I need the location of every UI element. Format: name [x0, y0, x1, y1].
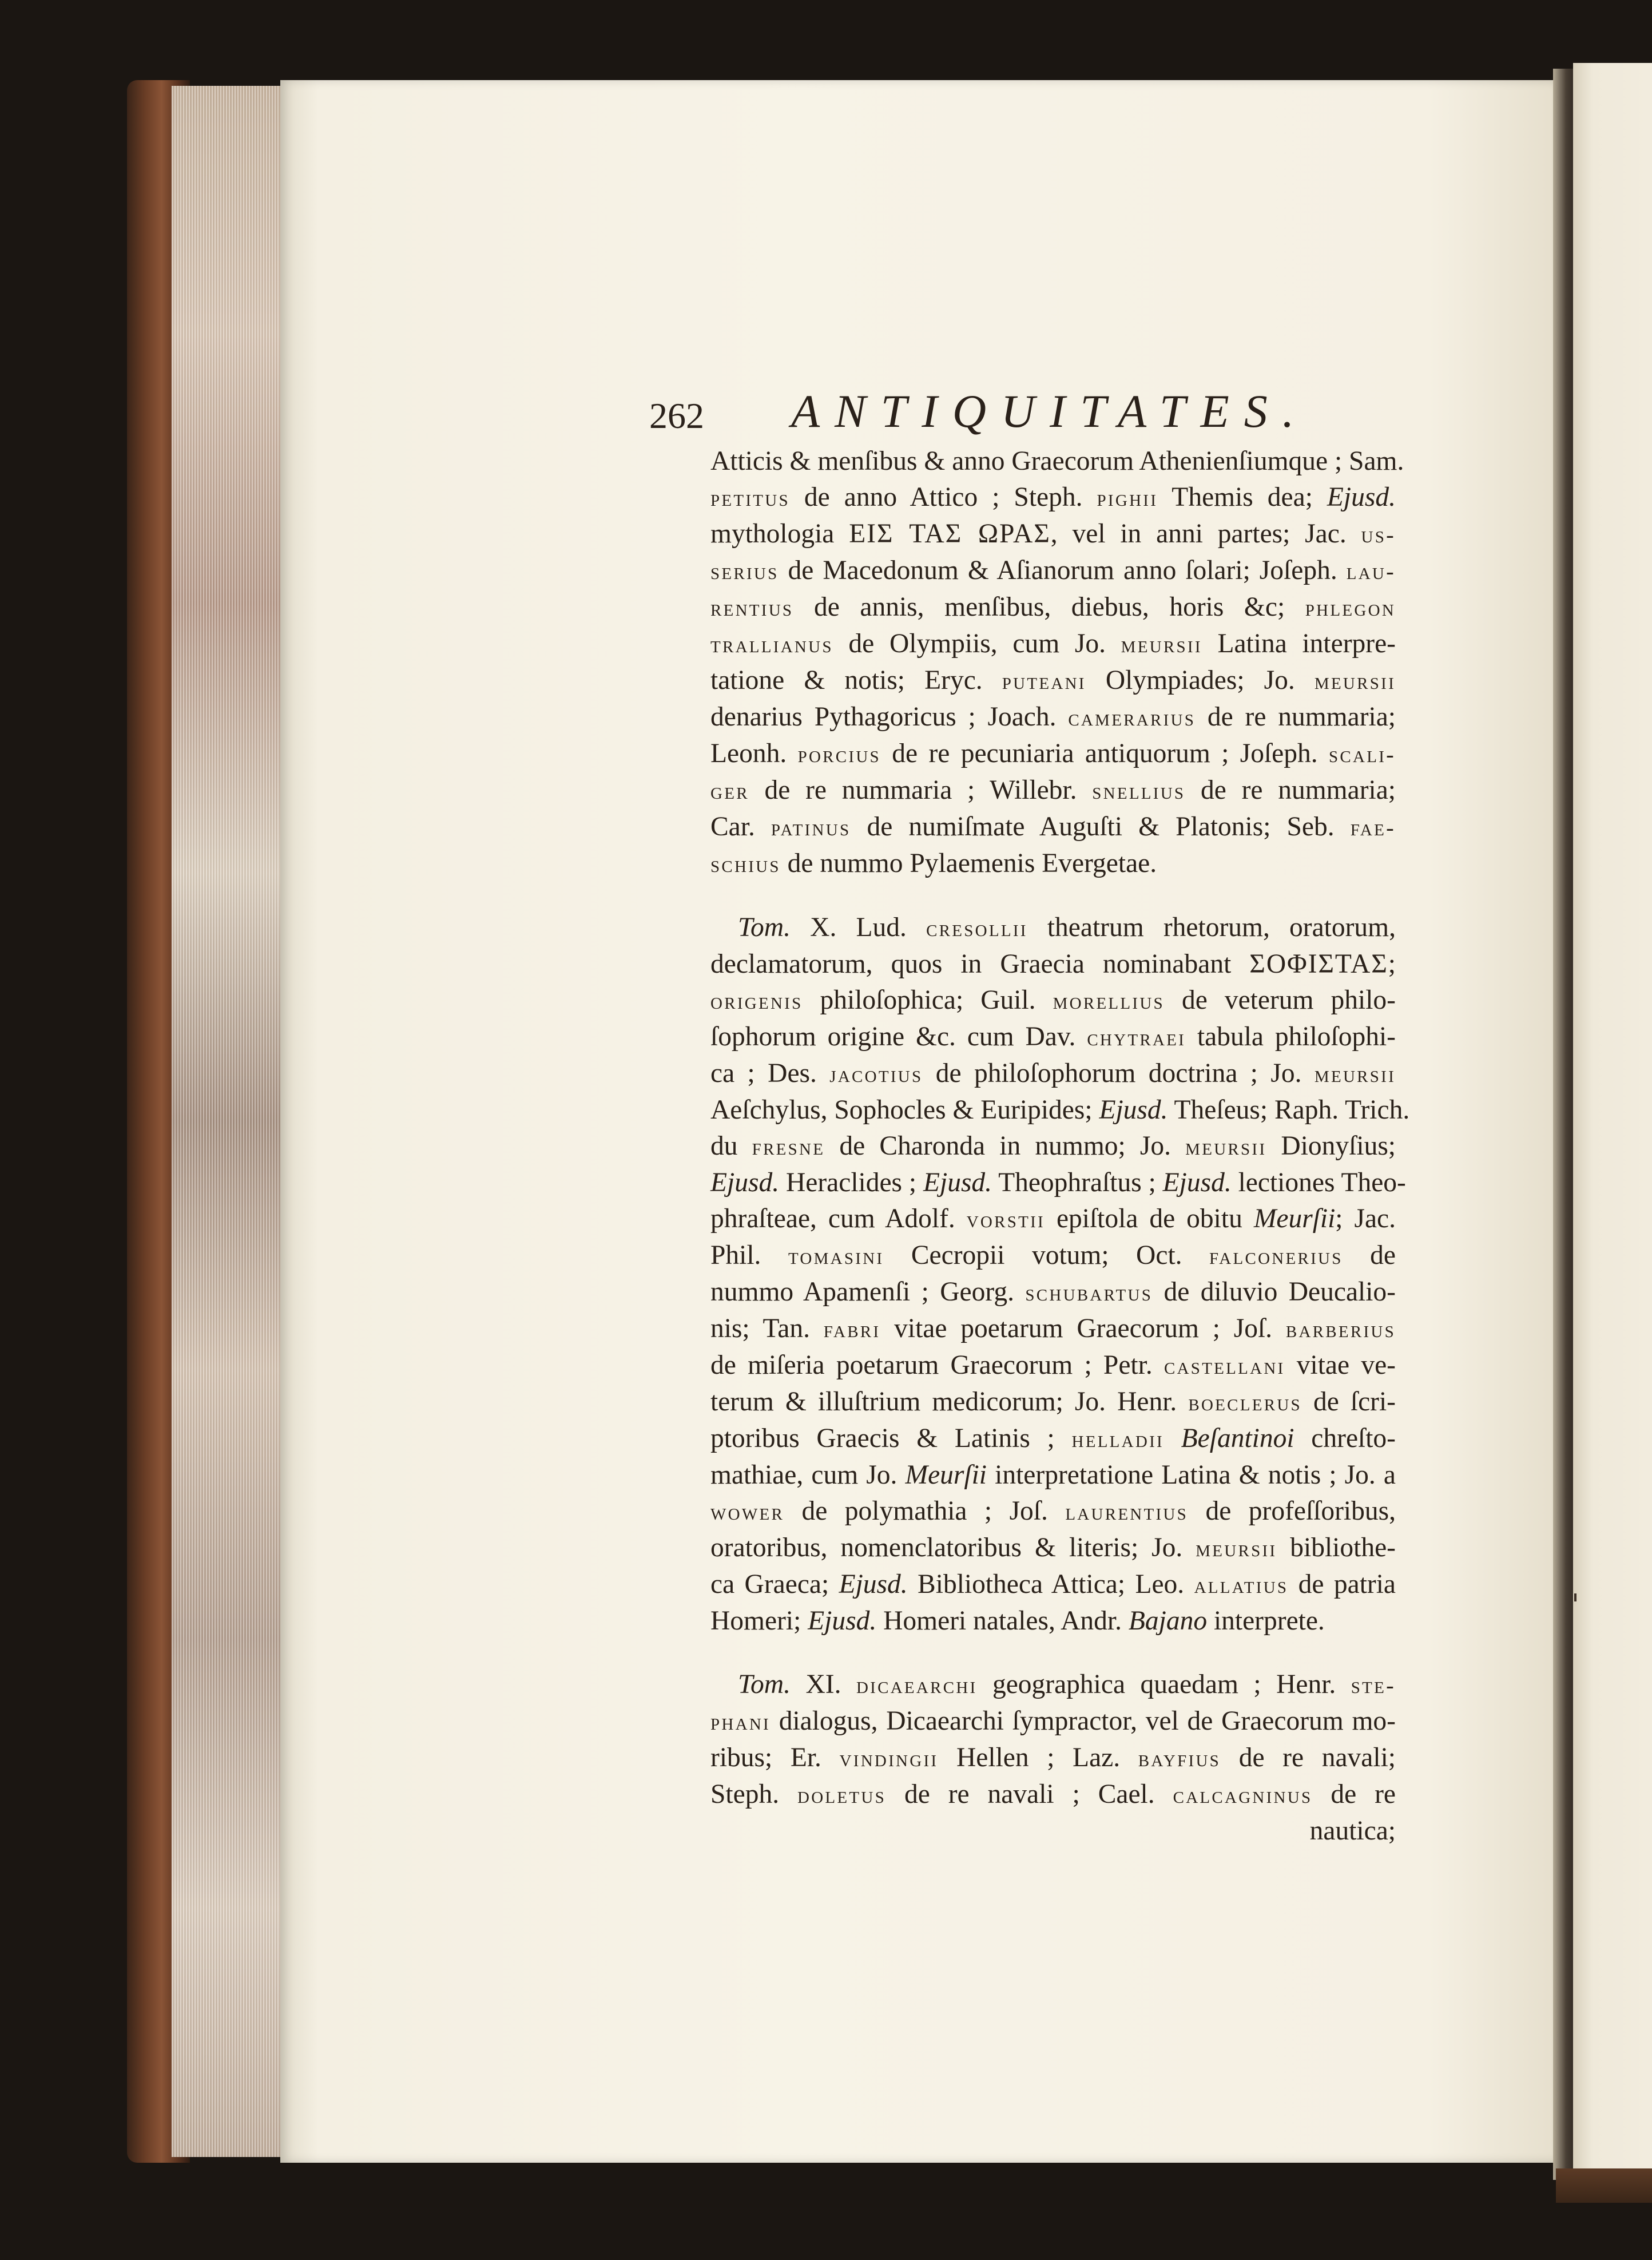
text-line — [710, 946, 1396, 982]
text-run: de re pecuniaria antiquorum ; Joſeph. — [880, 739, 1329, 768]
text-run: calcagninus — [1173, 1782, 1313, 1808]
text-run: ger — [710, 778, 749, 804]
text-run: tatione & notis; Eryc. — [710, 665, 1002, 695]
text-run: epiſtola de obitu — [1045, 1204, 1254, 1234]
text-line — [710, 736, 1396, 772]
text-run: vindingii — [839, 1746, 939, 1771]
text-line — [710, 516, 1396, 553]
text-run: nis; Tan. — [710, 1314, 824, 1343]
text-run: de re — [1312, 1779, 1396, 1809]
text-line — [710, 663, 1396, 699]
text-run: schius — [710, 851, 781, 877]
text-run: dicaearchi — [856, 1672, 978, 1698]
text-run: fabri — [823, 1317, 881, 1342]
text-line — [710, 553, 1396, 589]
text-run: cresollii — [926, 915, 1028, 941]
text-line — [710, 1603, 1396, 1639]
text-run: patinus — [771, 815, 851, 840]
text-run: denarius Pythagoricus ; Joach. — [710, 702, 1069, 732]
text-line — [710, 1019, 1396, 1056]
text-run: ste- — [1351, 1672, 1396, 1698]
text-run: castellani — [1163, 1353, 1285, 1379]
text-run: ptoribus Graecis & Latinis ; — [710, 1424, 1072, 1453]
text-line — [710, 1777, 1396, 1813]
text-run: Dionyſius; — [1266, 1131, 1396, 1161]
text-run: dialogus, Dicaearchi ſympractor, vel de Graecorum mo- — [770, 1706, 1396, 1736]
text-run: du — [710, 1131, 752, 1161]
text-line — [710, 1567, 1396, 1603]
text-run: snellius — [1092, 778, 1186, 804]
text-run: de patria — [1288, 1569, 1396, 1599]
paragraph-tom-x — [710, 910, 1410, 1639]
text-run: laurentius — [1065, 1499, 1189, 1525]
text-run: allatius — [1194, 1572, 1289, 1598]
text-run: barberius — [1285, 1317, 1396, 1342]
text-run: lectiones Theo- — [1231, 1168, 1406, 1198]
text-run: ca ; Des. — [710, 1058, 830, 1088]
text-run: Theophraſtus ; — [992, 1168, 1163, 1198]
text-run: de veterum philo- — [1164, 985, 1396, 1015]
page-edges — [172, 86, 286, 2157]
text-line — [710, 1530, 1396, 1567]
text-line — [710, 1311, 1396, 1347]
text-run: terum & illuſtrium medicorum; Jo. Henr. — [710, 1387, 1189, 1417]
text-run: phlegon — [1305, 595, 1396, 621]
text-line — [710, 846, 1396, 882]
text-run: meursii — [1314, 1061, 1396, 1087]
text-run: Hellen ; Laz. — [938, 1743, 1138, 1773]
text-run: de Olympiis, cum Jo. — [833, 629, 1121, 659]
text-run: Ejusd. — [710, 1168, 780, 1198]
text-run: wower — [710, 1499, 785, 1525]
text-run: Meurſii — [1253, 1204, 1336, 1234]
text-run: porcius — [797, 742, 881, 767]
text-run: pighii — [1097, 485, 1158, 511]
text-run: Car. — [710, 812, 771, 842]
text-line — [710, 443, 1404, 479]
text-run: Heraclides ; — [779, 1168, 923, 1198]
text-line — [710, 1421, 1396, 1457]
text-run: fresne — [752, 1134, 825, 1160]
text-line — [710, 1493, 1396, 1530]
text-run: ΣΟΦΙΣΤΑΣ — [1249, 949, 1388, 979]
text-run: meursii — [1314, 668, 1396, 694]
text-line — [710, 1703, 1396, 1740]
text-run: petitus — [710, 485, 790, 511]
text-run: Theſeus; Raph. Trich. — [1167, 1095, 1410, 1125]
text-run: Ejusd. — [1327, 482, 1396, 512]
text-line — [710, 772, 1396, 809]
text-run: Meurſii — [905, 1460, 987, 1490]
text-run: de numiſmate Auguſti & Platonis; Seb. — [851, 812, 1351, 842]
text-run: Tom. — [738, 1670, 791, 1699]
text-run: Ejusd. — [1099, 1095, 1168, 1125]
text-run: Ejusd. — [923, 1168, 992, 1198]
text-run: X. Lud. — [791, 913, 927, 942]
text-line — [710, 1347, 1396, 1384]
text-line — [710, 626, 1396, 663]
text-run: philoſophica; Guil. — [803, 985, 1053, 1015]
text-run: Ejusd. — [839, 1569, 908, 1599]
text-run: nummo Apamenſi ; Georg. — [710, 1277, 1026, 1307]
text-run: de Macedonum & Aſianorum anno ſolari; Joſeph. — [779, 556, 1347, 585]
text-run: serius — [710, 558, 779, 584]
text-run: , vel in anni partes; Jac. — [1050, 519, 1361, 549]
text-run: ribus; Er. — [710, 1743, 840, 1773]
text-run: puteani — [1002, 668, 1086, 694]
text-run: de re navali; — [1221, 1743, 1396, 1773]
paragraph-1 — [710, 443, 1404, 882]
text-run: de re nummaria ; Willebr. — [749, 775, 1093, 805]
text-run: theatrum rhetorum, oratorum, — [1027, 913, 1396, 942]
text-run: de miſeria poetarum Graecorum ; Petr. — [710, 1350, 1164, 1380]
text-run: meursii — [1196, 1536, 1277, 1561]
text-line — [710, 1384, 1396, 1421]
text-run: ca Graeca; — [710, 1569, 839, 1599]
text-line — [710, 982, 1396, 1019]
text-line — [710, 589, 1396, 626]
text-run: morellius — [1053, 988, 1165, 1014]
text-run: Ejusd. — [1162, 1168, 1232, 1198]
text-line — [710, 1238, 1396, 1274]
text-run: ΕΙΣ ΤΑΣ ΩΡΑΣ — [849, 519, 1051, 549]
text-run: us- — [1361, 522, 1396, 548]
text-run: bibliothe- — [1277, 1533, 1396, 1563]
text-run: de ſcri- — [1301, 1387, 1396, 1417]
text-run: de anno Attico ; Steph. — [789, 482, 1097, 512]
text-run: Homeri natales, Andr. — [876, 1606, 1129, 1636]
text-run: bayfius — [1138, 1746, 1221, 1771]
text-line — [710, 809, 1396, 846]
facing-page-edge — [1573, 63, 1652, 2186]
text-line — [710, 1128, 1396, 1165]
text-run: Olympiades; Jo. — [1086, 665, 1315, 695]
text-run: de Charonda in nummo; Jo. — [825, 1131, 1186, 1161]
text-run: ; — [1388, 949, 1396, 979]
text-run: de — [1343, 1240, 1396, 1270]
text-run: ſophorum origine &c. cum Dav. — [710, 1022, 1087, 1052]
text-run: declamatorum, quos in Graecia nominabant — [710, 949, 1250, 979]
text-line — [710, 1056, 1396, 1092]
text-run: interprete. — [1207, 1606, 1325, 1636]
text-run: de philoſophorum doctrina ; Jo. — [923, 1058, 1315, 1088]
text-block — [710, 443, 1410, 1849]
text-run: Phil. — [710, 1240, 788, 1270]
text-run: interpretatione Latina & notis ; Jo. a — [987, 1460, 1396, 1490]
text-run: Bibliotheca Attica; Leo. — [907, 1569, 1194, 1599]
text-run: Aeſchylus, Sophocles & Euripides; — [710, 1095, 1099, 1125]
text-run: meursii — [1185, 1134, 1267, 1160]
text-run: Beſantinoi — [1181, 1424, 1294, 1453]
text-run: de re nummaria; — [1185, 775, 1396, 805]
text-run: phani — [710, 1709, 771, 1735]
running-title: ANTIQUITATES. — [791, 385, 1309, 437]
text-run: Leonh. — [710, 739, 798, 768]
text-run: XI. — [791, 1670, 856, 1699]
text-run: de annis, menſibus, diebus, horis &c; — [793, 592, 1305, 622]
text-run: lau- — [1346, 558, 1396, 584]
text-run: vorstii — [966, 1207, 1045, 1232]
text-run: fae- — [1350, 815, 1396, 840]
text-run: schubartus — [1025, 1280, 1153, 1306]
text-run: vitae ve- — [1285, 1350, 1396, 1380]
paragraph-tom-xi — [710, 1667, 1396, 1813]
text-run: Themis dea; — [1158, 482, 1327, 512]
text-run: vitae poetarum Graecorum ; Joſ. — [880, 1314, 1286, 1343]
text-run: Bajano — [1128, 1606, 1208, 1636]
text-run: Tom. — [738, 913, 791, 942]
text-run: de profeſſoribus, — [1188, 1496, 1396, 1526]
text-run: Latina interpre- — [1202, 629, 1396, 659]
catchword: nautica; — [1309, 1816, 1396, 1846]
text-run: camerarius — [1068, 705, 1196, 731]
text-line — [710, 1457, 1396, 1493]
text-run: de re nummaria; — [1196, 702, 1396, 732]
text-run: chytraei — [1087, 1025, 1186, 1050]
text-run: de nummo Pylaemenis Evergetae. — [780, 849, 1157, 878]
text-run: jacotius — [829, 1061, 923, 1087]
text-run: chreſto- — [1294, 1424, 1396, 1453]
facing-page-mark — [1574, 1593, 1576, 1601]
text-line — [710, 1740, 1396, 1777]
text-run: phraſteae, cum Adolf. — [710, 1204, 967, 1234]
text-run: de re navali ; Cael. — [886, 1779, 1173, 1809]
text-run: tomasini — [788, 1243, 884, 1269]
text-run: Ejusd. — [808, 1606, 877, 1636]
text-run: rentius — [710, 595, 794, 621]
book-cover-right — [1556, 2168, 1652, 2203]
text-run: helladii — [1071, 1426, 1164, 1452]
text-run: mythologia — [710, 519, 849, 549]
text-line — [710, 1165, 1406, 1201]
text-run: ; Jac. — [1335, 1204, 1396, 1234]
text-run: de polymathia ; Joſ. — [784, 1496, 1066, 1526]
text-run: trallianus — [710, 632, 833, 657]
text-run: de diluvio Deucalio- — [1153, 1277, 1396, 1307]
text-line — [710, 1201, 1396, 1238]
text-line — [710, 910, 1396, 946]
text-run: Cecropii votum; Oct. — [884, 1240, 1210, 1270]
text-line — [710, 479, 1396, 516]
text-run: mathiae, cum Jo. — [710, 1460, 906, 1490]
text-run — [1164, 1424, 1181, 1453]
text-run: falconerius — [1209, 1243, 1343, 1269]
text-line — [710, 1667, 1396, 1703]
text-run: geographica quaedam ; Henr. — [977, 1670, 1351, 1699]
text-line — [710, 1274, 1396, 1311]
text-run: Atticis & menſibus & anno Graecorum Athenienſiumque ; Sam. — [710, 446, 1404, 476]
text-line — [710, 1092, 1410, 1128]
text-run: Steph. — [710, 1779, 798, 1809]
text-run: scali- — [1329, 742, 1396, 767]
text-run: meursii — [1121, 632, 1202, 657]
text-run: doletus — [797, 1782, 886, 1808]
text-run: boeclerus — [1188, 1390, 1302, 1416]
text-run: tabula philoſophi- — [1186, 1022, 1396, 1052]
page-header — [649, 384, 1393, 447]
text-line — [710, 699, 1396, 736]
page-number: 262 — [649, 395, 704, 436]
text-run: origenis — [710, 988, 803, 1014]
text-run: oratoribus, nomenclatoribus & literis; Jo. — [710, 1533, 1196, 1563]
text-run: Homeri; — [710, 1606, 808, 1636]
